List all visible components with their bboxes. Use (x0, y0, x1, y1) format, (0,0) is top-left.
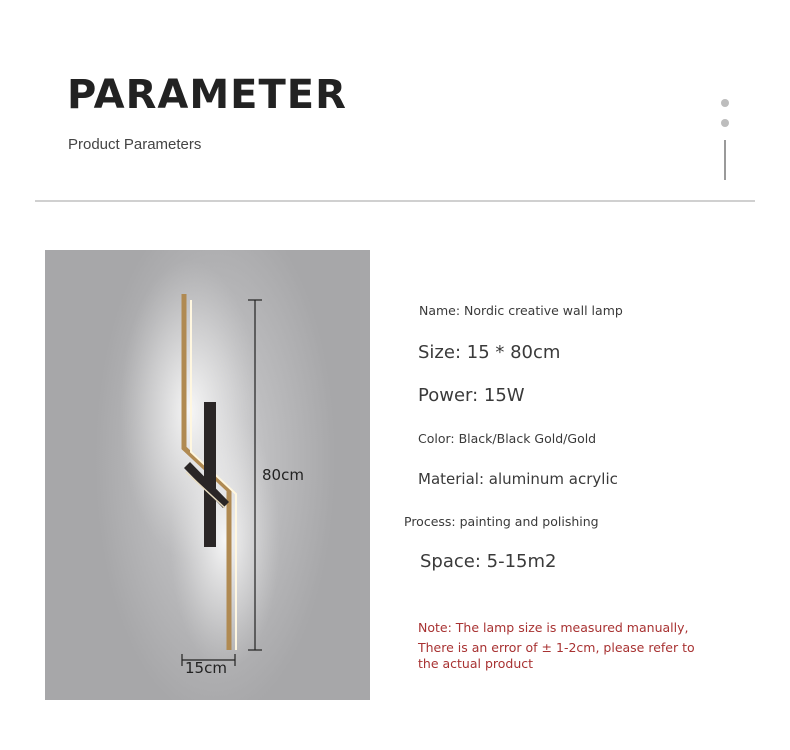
measurement-note (418, 620, 718, 672)
spec-size: Size: 15 * 80cm (418, 342, 561, 363)
spec-power: Power: 15W (418, 385, 525, 406)
spec-process: Process: painting and polishing (404, 514, 599, 529)
width-label: 15cm (185, 659, 227, 677)
page-title: PARAMETER (67, 72, 347, 118)
spec-material: Material: aluminum acrylic (418, 470, 618, 488)
spec-space: Space: 5-15m2 (420, 551, 557, 572)
note-line-1: Note: The lamp size is measured manually, (418, 620, 689, 635)
page-subtitle: Product Parameters (68, 136, 202, 153)
divider (35, 200, 755, 202)
height-label: 80cm (262, 466, 304, 484)
note-line-2: There is an error of ± 1-2cm, please refer to (418, 640, 695, 655)
note-line-3: the actual product (418, 656, 534, 671)
product-image (45, 250, 370, 700)
spec-color: Color: Black/Black Gold/Gold (418, 431, 597, 446)
decorative-dots-icon (720, 99, 730, 183)
spec-name: Name: Nordic creative wall lamp (419, 303, 623, 318)
lamp-illustration (45, 250, 370, 700)
